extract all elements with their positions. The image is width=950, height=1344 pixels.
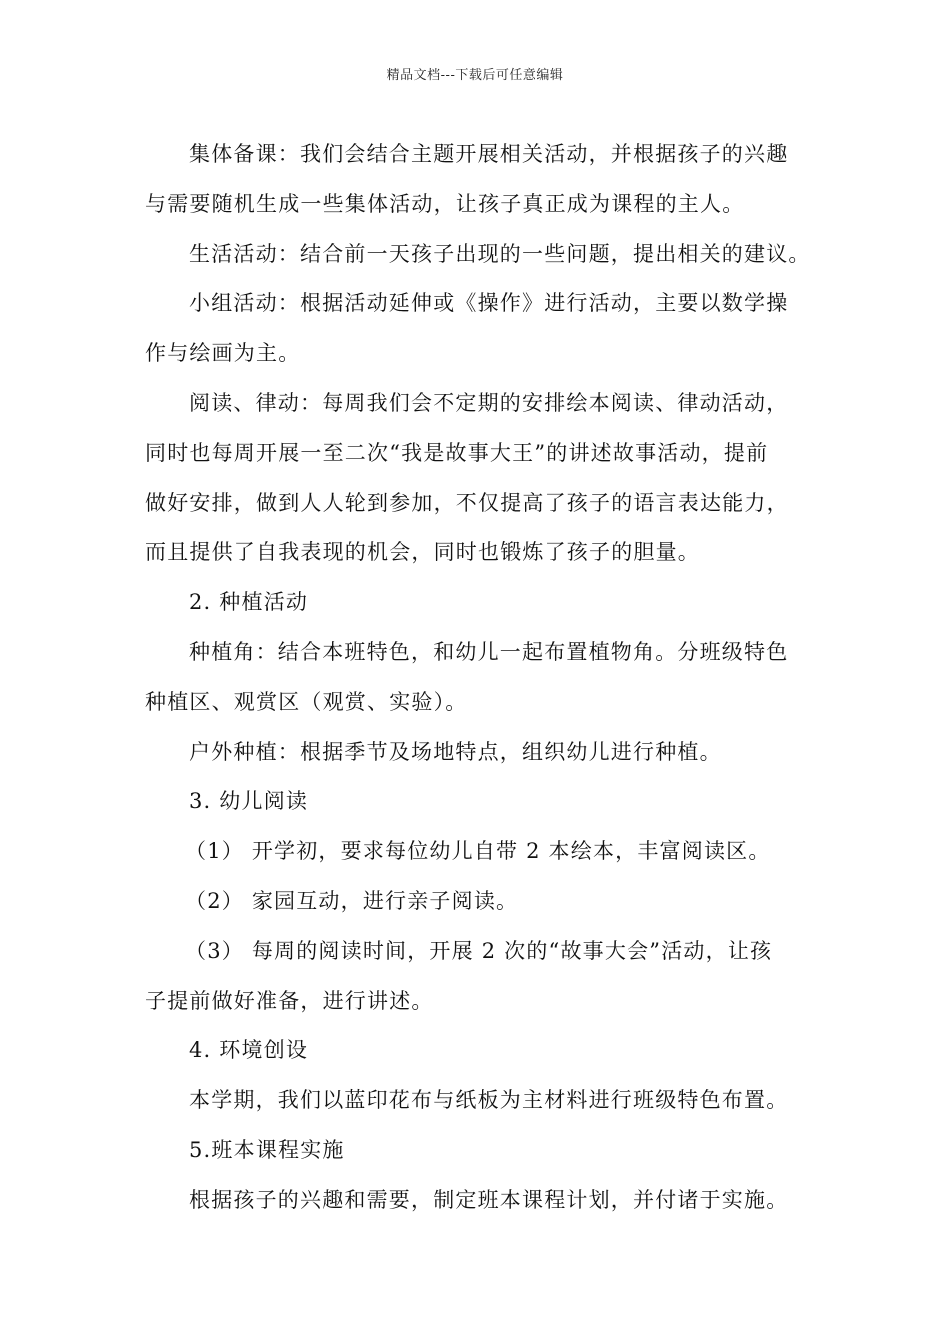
document-body bbox=[145, 130, 809, 1226]
section-heading-curriculum: 5.班本课程实施 bbox=[189, 1137, 345, 1162]
list-item-reading-2: （2） 家园互动，进行亲子阅读。 bbox=[185, 888, 519, 913]
paragraph-collective-lesson-line-1: 集体备课：我们会结合主题开展相关活动，并根据孩子的兴趣 bbox=[189, 142, 789, 166]
paragraph-life-activity: 生活活动：结合前一天孩子出现的一些问题，提出相关的建议。 bbox=[189, 241, 811, 266]
list-item-reading-3-line-1: （3） 每周的阅读时间，开展 2 次的“故事大会”活动，让孩 bbox=[185, 938, 773, 963]
paragraph-curriculum: 根据孩子的兴趣和需要，制定班本课程计划，并付诸于实施。 bbox=[189, 1187, 789, 1212]
paragraph-reading-rhythm-line-4: 而且提供了自我表现的机会，同时也锻炼了孩子的胆量。 bbox=[145, 540, 700, 565]
paragraph-group-activity-line-2: 作与绘画为主。 bbox=[145, 341, 301, 366]
section-heading-planting: 2. 种植活动 bbox=[189, 590, 309, 615]
paragraph-collective-lesson-line-2: 与需要随机生成一些集体活动，让孩子真正成为课程的主人。 bbox=[145, 191, 745, 216]
page-header: 精品文档---下载后可任意编辑 bbox=[386, 68, 564, 83]
list-item-reading-1: （1） 开学初，要求每位幼儿自带 2 本绘本，丰富阅读区。 bbox=[185, 839, 771, 864]
paragraph-planting-corner-line-2: 种植区、观赏区（观赏、实验）。 bbox=[145, 689, 468, 714]
section-heading-reading: 3. 幼儿阅读 bbox=[189, 789, 309, 814]
list-item-reading-3-line-2: 子提前做好准备，进行讲述。 bbox=[145, 988, 434, 1013]
paragraph-planting-corner-line-1: 种植角：结合本班特色，和幼儿一起布置植物角。分班级特色 bbox=[189, 639, 789, 664]
paragraph-reading-rhythm-line-3: 做好安排，做到人人轮到参加，不仅提高了孩子的语言表达能力， bbox=[145, 490, 789, 515]
paragraph-reading-rhythm-line-1: 阅读、律动：每周我们会不定期的安排绘本阅读、律动活动， bbox=[189, 390, 789, 415]
paragraph-reading-rhythm-line-2: 同时也每周开展一至二次“我是故事大王”的讲述故事活动，提前 bbox=[145, 440, 769, 465]
paragraph-group-activity-line-1: 小组活动：根据活动延伸或《操作》进行活动，主要以数学操 bbox=[189, 291, 789, 316]
paragraph-outdoor-planting: 户外种植：根据季节及场地特点，组织幼儿进行种植。 bbox=[189, 739, 722, 764]
paragraph-environment: 本学期，我们以蓝印花布与纸板为主材料进行班级特色布置。 bbox=[189, 1088, 789, 1113]
section-heading-environment: 4. 环境创设 bbox=[189, 1038, 309, 1063]
